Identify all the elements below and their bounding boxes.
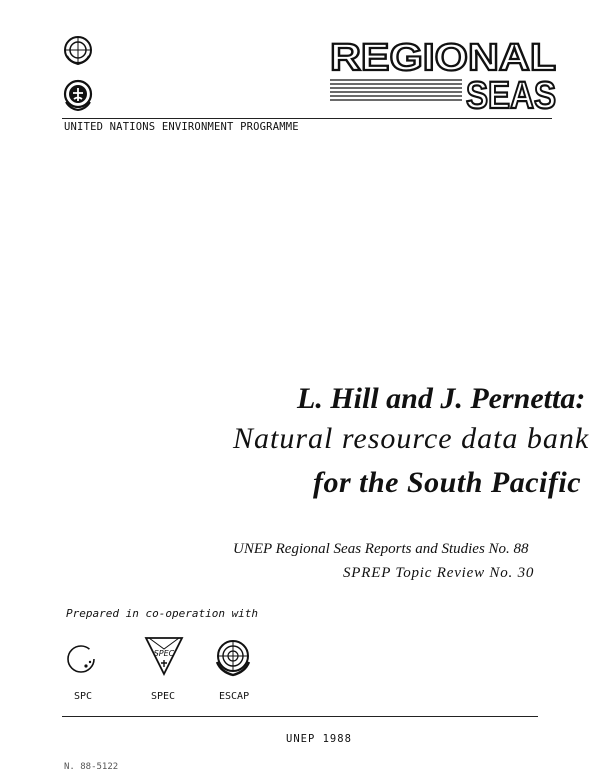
un-emblem-icon bbox=[62, 34, 94, 66]
footer-rule bbox=[62, 716, 538, 717]
document-number: N. 88-5122 bbox=[64, 762, 119, 772]
banner-stripes-bottom bbox=[330, 80, 462, 100]
escap-un-emblem-icon bbox=[212, 636, 254, 678]
title-line-1: Natural resource data bank bbox=[233, 422, 590, 455]
logo-label-spc: SPC bbox=[74, 691, 93, 702]
series-line-2: SPREP Topic Review No. 30 bbox=[343, 565, 535, 581]
organization-name: UNITED NATIONS ENVIRONMENT PROGRAMME bbox=[64, 121, 299, 133]
unep-emblem-icon bbox=[62, 77, 94, 111]
publisher-year: UNEP 1988 bbox=[286, 733, 352, 745]
logo-label-spec: SPEC bbox=[151, 691, 176, 702]
title-authors: L. Hill and J. Pernetta: bbox=[297, 382, 586, 415]
spc-logo-icon bbox=[64, 642, 98, 676]
header-rule bbox=[62, 118, 552, 119]
logo-label-escap: ESCAP bbox=[219, 691, 250, 702]
banner-word-seas: SEAS bbox=[466, 75, 556, 110]
banner-word-regional: REGIONAL bbox=[330, 37, 556, 79]
series-line-1: UNEP Regional Seas Reports and Studies No. 88 bbox=[233, 541, 529, 557]
cooperation-label: Prepared in co-operation with bbox=[66, 607, 259, 620]
spec-emblem-text: SPEC bbox=[153, 649, 175, 658]
spec-logo-icon bbox=[143, 634, 185, 678]
regional-seas-banner bbox=[328, 32, 560, 110]
title-line-2: for the South Pacific bbox=[313, 466, 582, 499]
